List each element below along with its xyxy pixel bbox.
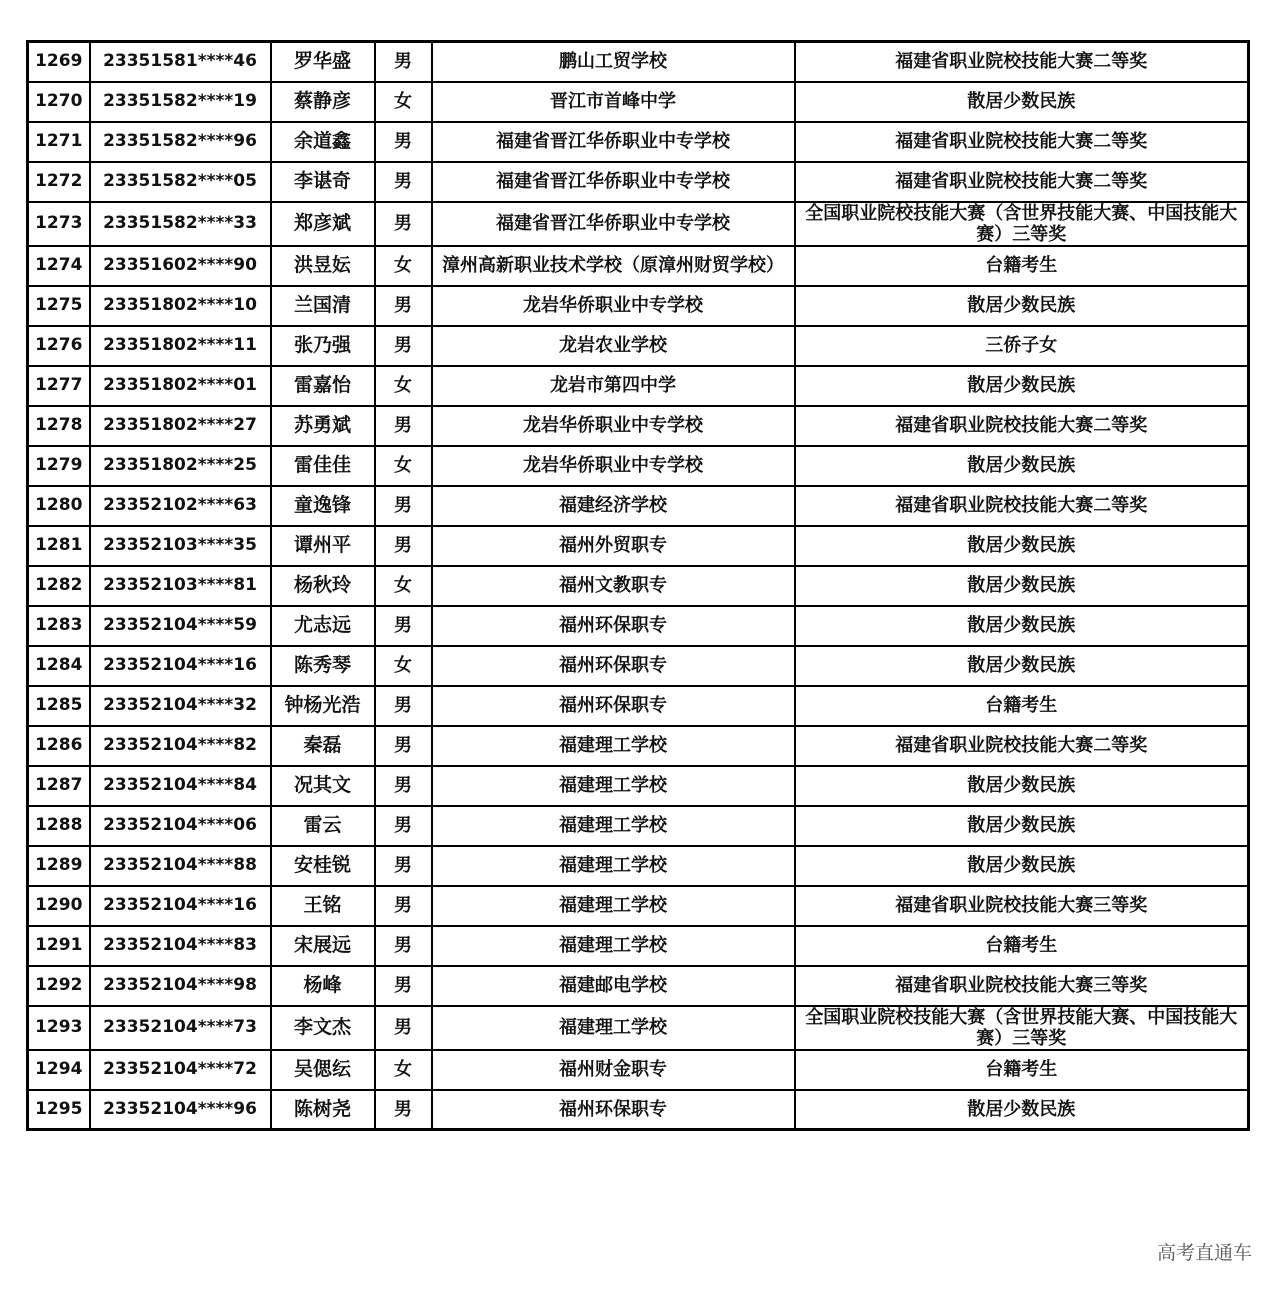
- bonus-category-cell: 全国职业院校技能大赛（含世界技能大赛、中国技能大赛）三等奖: [795, 202, 1249, 246]
- bonus-category-cell: 散居少数民族: [795, 846, 1249, 886]
- school-name-cell: 鹏山工贸学校: [432, 42, 795, 82]
- school-name-cell: 福州环保职专: [432, 606, 795, 646]
- table-row: [28, 1050, 1249, 1090]
- student-name-cell: 兰国清: [271, 286, 375, 326]
- row-number-cell: 1278: [28, 406, 90, 446]
- exam-id-cell: 23352104****16: [90, 886, 271, 926]
- table-row: [28, 246, 1249, 286]
- gender-cell: 女: [375, 1050, 432, 1090]
- school-name-cell: 福州环保职专: [432, 686, 795, 726]
- roster-table: [26, 40, 1250, 1131]
- table-row: [28, 686, 1249, 726]
- roster-body: [28, 42, 1249, 1130]
- exam-id-cell: 23351602****90: [90, 246, 271, 286]
- table-row: [28, 646, 1249, 686]
- table-row: [28, 1090, 1249, 1130]
- row-number-cell: 1282: [28, 566, 90, 606]
- school-name-cell: 福建理工学校: [432, 846, 795, 886]
- gender-cell: 男: [375, 526, 432, 566]
- gender-cell: 男: [375, 162, 432, 202]
- row-number-cell: 1286: [28, 726, 90, 766]
- row-number-cell: 1292: [28, 966, 90, 1006]
- row-number-cell: 1270: [28, 82, 90, 122]
- student-name-cell: 尤志远: [271, 606, 375, 646]
- gender-cell: 女: [375, 366, 432, 406]
- exam-id-cell: 23351802****01: [90, 366, 271, 406]
- school-name-cell: 福州外贸职专: [432, 526, 795, 566]
- school-name-cell: 福建经济学校: [432, 486, 795, 526]
- bonus-category-cell: 散居少数民族: [795, 646, 1249, 686]
- table-row: [28, 42, 1249, 82]
- school-name-cell: 晋江市首峰中学: [432, 82, 795, 122]
- exam-id-cell: 23352104****96: [90, 1090, 271, 1130]
- row-number-cell: 1284: [28, 646, 90, 686]
- school-name-cell: 福建省晋江华侨职业中专学校: [432, 162, 795, 202]
- watermark: 高考直通车: [1156, 1242, 1252, 1264]
- exam-id-cell: 23352104****83: [90, 926, 271, 966]
- exam-id-cell: 23352104****88: [90, 846, 271, 886]
- gender-cell: 男: [375, 1090, 432, 1130]
- gender-cell: 女: [375, 446, 432, 486]
- gender-cell: 女: [375, 646, 432, 686]
- row-number-cell: 1272: [28, 162, 90, 202]
- school-name-cell: 福州财金职专: [432, 1050, 795, 1090]
- table-row: [28, 766, 1249, 806]
- gender-cell: 男: [375, 726, 432, 766]
- table-row: [28, 326, 1249, 366]
- school-name-cell: 福建省晋江华侨职业中专学校: [432, 122, 795, 162]
- table-row: [28, 286, 1249, 326]
- gender-cell: 男: [375, 806, 432, 846]
- exam-id-cell: 23352104****32: [90, 686, 271, 726]
- student-name-cell: 罗华盛: [271, 42, 375, 82]
- student-name-cell: 苏勇斌: [271, 406, 375, 446]
- school-name-cell: 福州文教职专: [432, 566, 795, 606]
- gender-cell: 女: [375, 246, 432, 286]
- student-name-cell: 童逸锋: [271, 486, 375, 526]
- row-number-cell: 1275: [28, 286, 90, 326]
- table-row: [28, 406, 1249, 446]
- table-row: [28, 806, 1249, 846]
- row-number-cell: 1271: [28, 122, 90, 162]
- table-row: [28, 446, 1249, 486]
- table-row: [28, 566, 1249, 606]
- school-name-cell: 福建邮电学校: [432, 966, 795, 1006]
- bonus-category-cell: 全国职业院校技能大赛（含世界技能大赛、中国技能大赛）三等奖: [795, 1006, 1249, 1050]
- row-number-cell: 1289: [28, 846, 90, 886]
- row-number-cell: 1285: [28, 686, 90, 726]
- exam-id-cell: 23352104****73: [90, 1006, 271, 1050]
- table-row: [28, 486, 1249, 526]
- bonus-category-cell: 散居少数民族: [795, 606, 1249, 646]
- row-number-cell: 1291: [28, 926, 90, 966]
- school-name-cell: 龙岩华侨职业中专学校: [432, 286, 795, 326]
- table-row: [28, 606, 1249, 646]
- bonus-category-cell: 散居少数民族: [795, 446, 1249, 486]
- bonus-category-cell: 福建省职业院校技能大赛二等奖: [795, 726, 1249, 766]
- table-row: [28, 366, 1249, 406]
- exam-id-cell: 23351802****25: [90, 446, 271, 486]
- bonus-category-cell: 福建省职业院校技能大赛三等奖: [795, 886, 1249, 926]
- student-name-cell: 秦磊: [271, 726, 375, 766]
- gender-cell: 男: [375, 486, 432, 526]
- school-name-cell: 龙岩华侨职业中专学校: [432, 446, 795, 486]
- student-name-cell: 余道鑫: [271, 122, 375, 162]
- row-number-cell: 1280: [28, 486, 90, 526]
- school-name-cell: 福州环保职专: [432, 1090, 795, 1130]
- exam-id-cell: 23351582****33: [90, 202, 271, 246]
- school-name-cell: 龙岩农业学校: [432, 326, 795, 366]
- school-name-cell: 福建理工学校: [432, 726, 795, 766]
- bonus-category-cell: 散居少数民族: [795, 806, 1249, 846]
- school-name-cell: 福州环保职专: [432, 646, 795, 686]
- student-name-cell: 郑彦斌: [271, 202, 375, 246]
- row-number-cell: 1274: [28, 246, 90, 286]
- table-row: [28, 926, 1249, 966]
- exam-id-cell: 23351581****46: [90, 42, 271, 82]
- student-name-cell: 王铭: [271, 886, 375, 926]
- exam-id-cell: 23352104****72: [90, 1050, 271, 1090]
- table-row: [28, 122, 1249, 162]
- student-name-cell: 张乃强: [271, 326, 375, 366]
- exam-id-cell: 23352104****82: [90, 726, 271, 766]
- school-name-cell: 龙岩华侨职业中专学校: [432, 406, 795, 446]
- student-name-cell: 雷云: [271, 806, 375, 846]
- student-name-cell: 雷佳佳: [271, 446, 375, 486]
- bonus-category-cell: 福建省职业院校技能大赛二等奖: [795, 162, 1249, 202]
- bonus-category-cell: 散居少数民族: [795, 286, 1249, 326]
- gender-cell: 男: [375, 326, 432, 366]
- table-row: [28, 846, 1249, 886]
- bonus-category-cell: 台籍考生: [795, 1050, 1249, 1090]
- school-name-cell: 福建理工学校: [432, 926, 795, 966]
- exam-id-cell: 23352102****63: [90, 486, 271, 526]
- row-number-cell: 1287: [28, 766, 90, 806]
- gender-cell: 男: [375, 766, 432, 806]
- bonus-category-cell: 散居少数民族: [795, 526, 1249, 566]
- gender-cell: 男: [375, 1006, 432, 1050]
- bonus-category-cell: 散居少数民族: [795, 82, 1249, 122]
- exam-id-cell: 23352103****35: [90, 526, 271, 566]
- student-name-cell: 雷嘉怡: [271, 366, 375, 406]
- gender-cell: 男: [375, 926, 432, 966]
- exam-id-cell: 23351802****11: [90, 326, 271, 366]
- student-name-cell: 李谌奇: [271, 162, 375, 202]
- student-name-cell: 谭州平: [271, 526, 375, 566]
- row-number-cell: 1281: [28, 526, 90, 566]
- exam-id-cell: 23352104****98: [90, 966, 271, 1006]
- table-row: [28, 82, 1249, 122]
- exam-id-cell: 23351582****96: [90, 122, 271, 162]
- row-number-cell: 1293: [28, 1006, 90, 1050]
- student-name-cell: 宋展远: [271, 926, 375, 966]
- bonus-category-cell: 散居少数民族: [795, 566, 1249, 606]
- school-name-cell: 福建理工学校: [432, 766, 795, 806]
- gender-cell: 男: [375, 886, 432, 926]
- exam-id-cell: 23352104****84: [90, 766, 271, 806]
- student-name-cell: 杨峰: [271, 966, 375, 1006]
- bonus-category-cell: 三侨子女: [795, 326, 1249, 366]
- gender-cell: 男: [375, 202, 432, 246]
- table-row: [28, 886, 1249, 926]
- student-name-cell: 吴偲纭: [271, 1050, 375, 1090]
- gender-cell: 男: [375, 122, 432, 162]
- row-number-cell: 1279: [28, 446, 90, 486]
- bonus-category-cell: 散居少数民族: [795, 766, 1249, 806]
- gender-cell: 男: [375, 406, 432, 446]
- row-number-cell: 1294: [28, 1050, 90, 1090]
- bonus-category-cell: 台籍考生: [795, 926, 1249, 966]
- exam-id-cell: 23351582****19: [90, 82, 271, 122]
- school-name-cell: 福建省晋江华侨职业中专学校: [432, 202, 795, 246]
- school-name-cell: 福建理工学校: [432, 806, 795, 846]
- student-name-cell: 钟杨光浩: [271, 686, 375, 726]
- student-name-cell: 况其文: [271, 766, 375, 806]
- bonus-category-cell: 福建省职业院校技能大赛二等奖: [795, 486, 1249, 526]
- table-row: [28, 526, 1249, 566]
- table-row: [28, 726, 1249, 766]
- gender-cell: 男: [375, 686, 432, 726]
- student-name-cell: 安桂锐: [271, 846, 375, 886]
- row-number-cell: 1273: [28, 202, 90, 246]
- gender-cell: 女: [375, 82, 432, 122]
- exam-id-cell: 23351582****05: [90, 162, 271, 202]
- exam-id-cell: 23352103****81: [90, 566, 271, 606]
- exam-id-cell: 23352104****59: [90, 606, 271, 646]
- table-row: [28, 966, 1249, 1006]
- table-row: [28, 202, 1249, 246]
- gender-cell: 男: [375, 966, 432, 1006]
- bonus-category-cell: 福建省职业院校技能大赛三等奖: [795, 966, 1249, 1006]
- gender-cell: 男: [375, 286, 432, 326]
- bonus-category-cell: 福建省职业院校技能大赛二等奖: [795, 42, 1249, 82]
- bonus-category-cell: 散居少数民族: [795, 1090, 1249, 1130]
- student-name-cell: 陈树尧: [271, 1090, 375, 1130]
- exam-id-cell: 23352104****16: [90, 646, 271, 686]
- student-name-cell: 蔡静彦: [271, 82, 375, 122]
- gender-cell: 女: [375, 566, 432, 606]
- school-name-cell: 龙岩市第四中学: [432, 366, 795, 406]
- row-number-cell: 1288: [28, 806, 90, 846]
- row-number-cell: 1283: [28, 606, 90, 646]
- student-name-cell: 杨秋玲: [271, 566, 375, 606]
- school-name-cell: 福建理工学校: [432, 886, 795, 926]
- row-number-cell: 1295: [28, 1090, 90, 1130]
- row-number-cell: 1269: [28, 42, 90, 82]
- bonus-category-cell: 散居少数民族: [795, 366, 1249, 406]
- student-name-cell: 陈秀琴: [271, 646, 375, 686]
- bonus-category-cell: 台籍考生: [795, 246, 1249, 286]
- gender-cell: 男: [375, 42, 432, 82]
- school-name-cell: 福建理工学校: [432, 1006, 795, 1050]
- row-number-cell: 1277: [28, 366, 90, 406]
- bonus-category-cell: 福建省职业院校技能大赛二等奖: [795, 122, 1249, 162]
- exam-id-cell: 23351802****10: [90, 286, 271, 326]
- gender-cell: 男: [375, 846, 432, 886]
- bonus-category-cell: 福建省职业院校技能大赛二等奖: [795, 406, 1249, 446]
- gender-cell: 男: [375, 606, 432, 646]
- student-name-cell: 洪昱妘: [271, 246, 375, 286]
- row-number-cell: 1276: [28, 326, 90, 366]
- exam-id-cell: 23351802****27: [90, 406, 271, 446]
- table-row: [28, 162, 1249, 202]
- student-name-cell: 李文杰: [271, 1006, 375, 1050]
- bonus-category-cell: 台籍考生: [795, 686, 1249, 726]
- table-row: [28, 1006, 1249, 1050]
- school-name-cell: 漳州高新职业技术学校（原漳州财贸学校）: [432, 246, 795, 286]
- exam-id-cell: 23352104****06: [90, 806, 271, 846]
- row-number-cell: 1290: [28, 886, 90, 926]
